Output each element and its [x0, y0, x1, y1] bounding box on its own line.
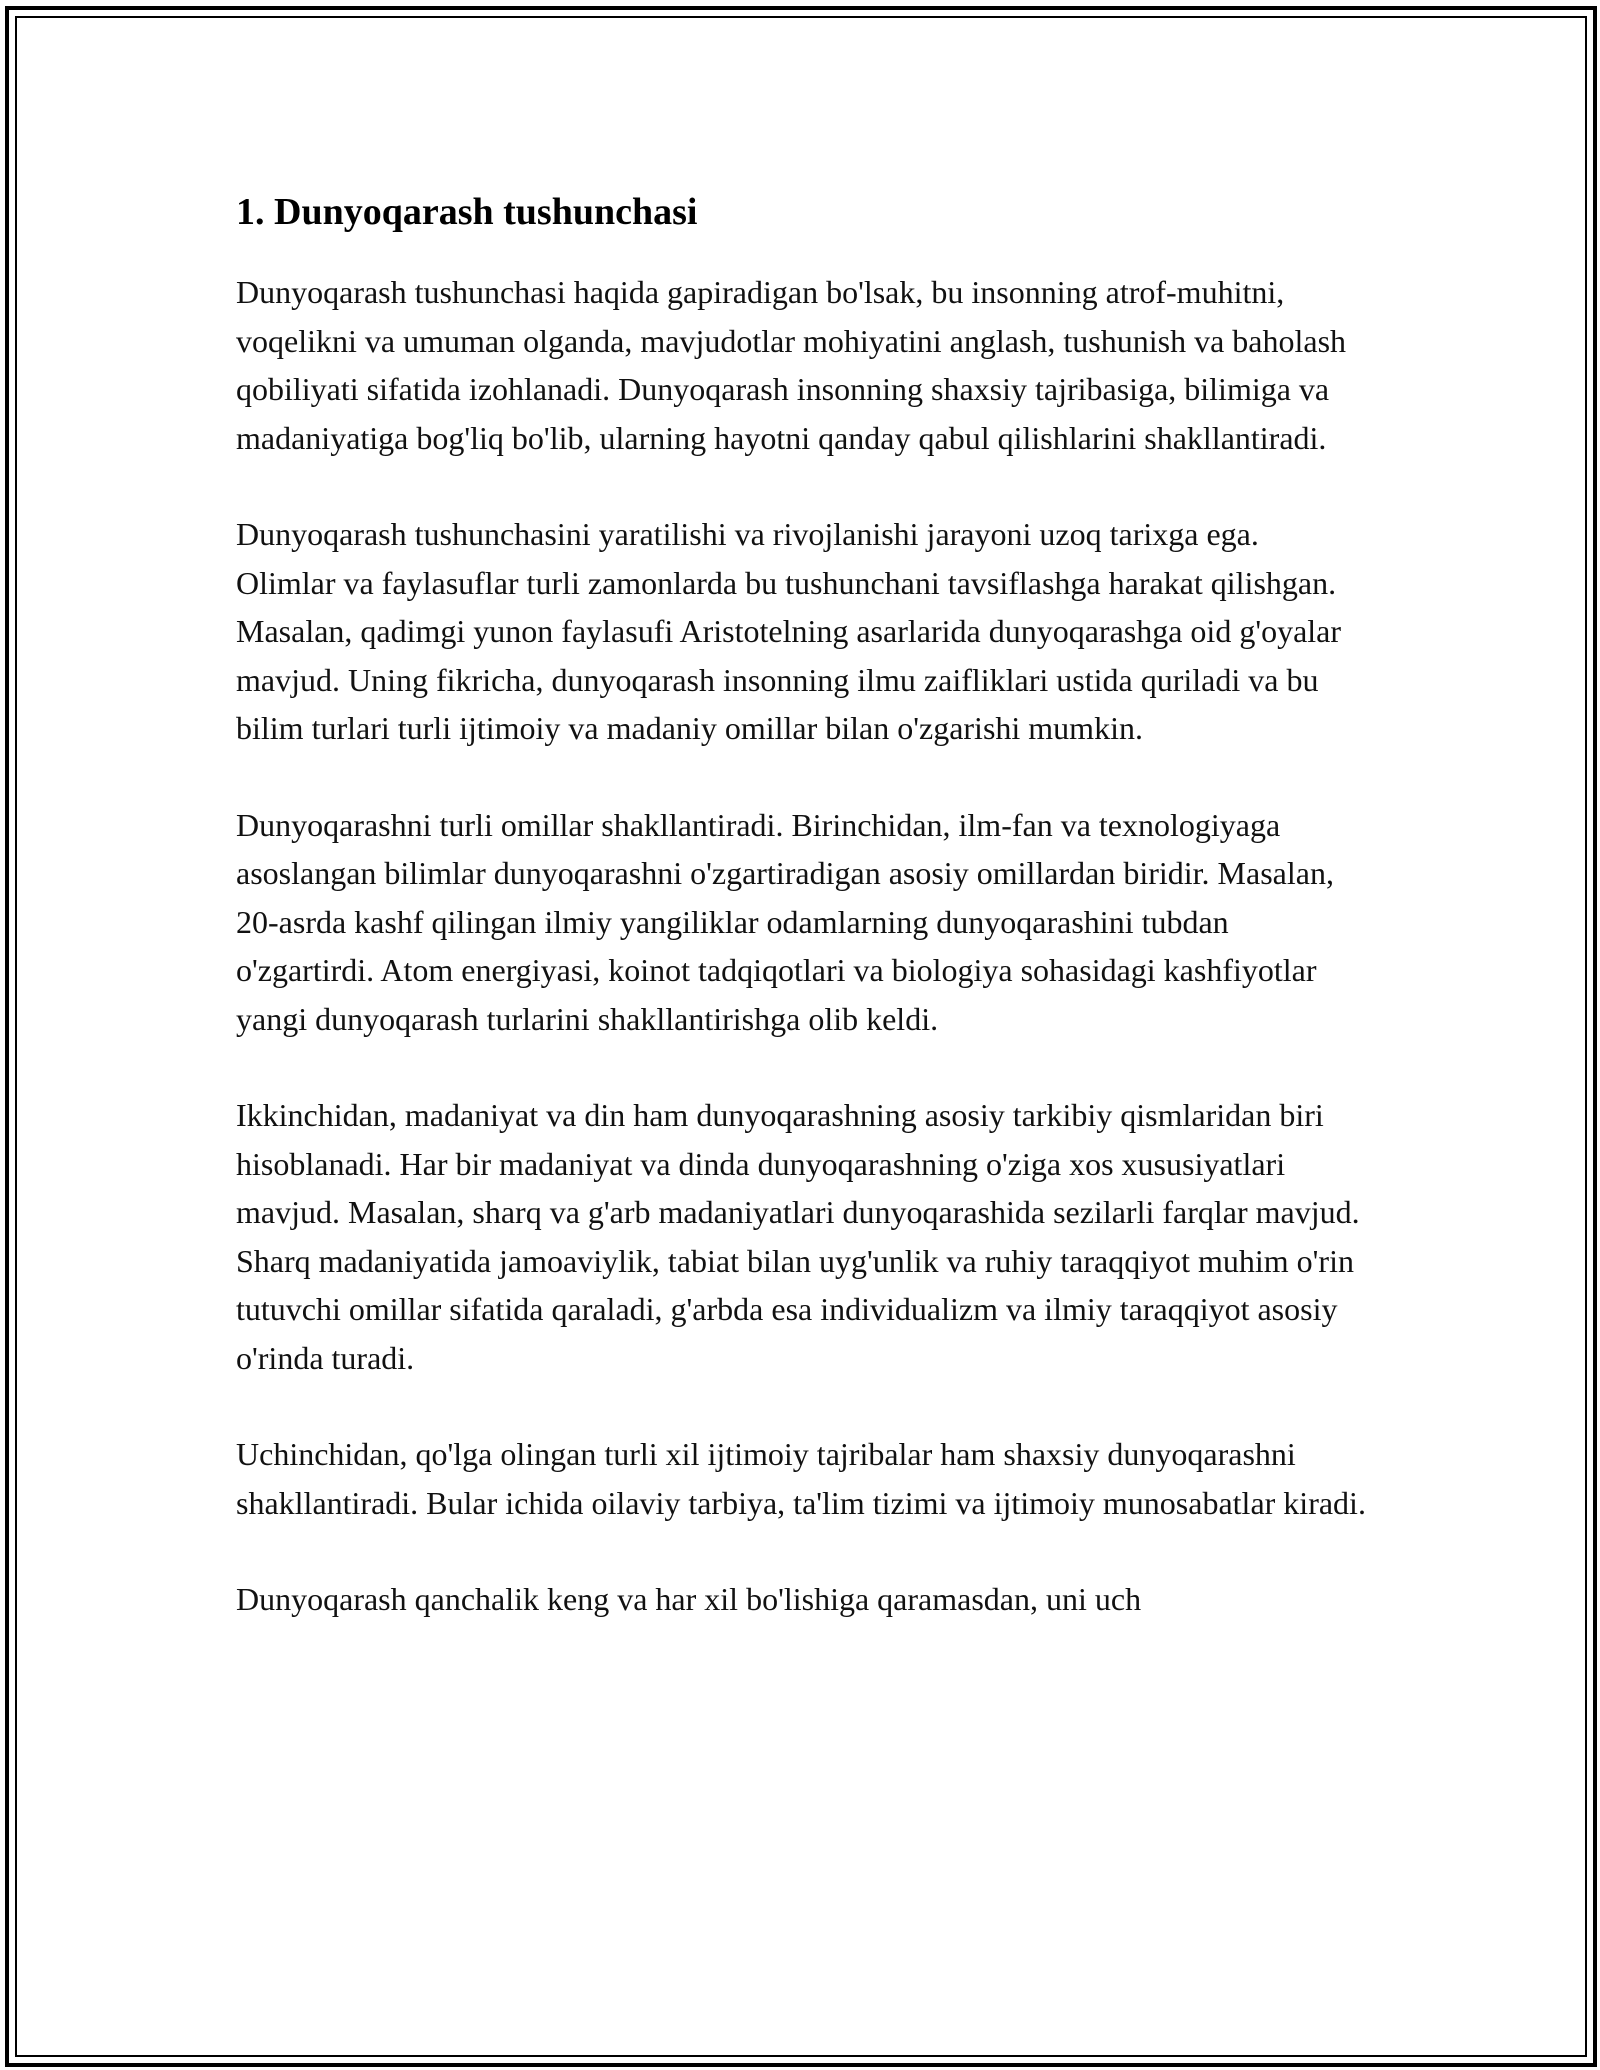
section-heading: 1. Dunyoqarash tushunchasi — [236, 191, 698, 233]
paragraph-6: Dunyoqarash qanchalik keng va har xil bo'lishiga qaramasdan, uni uch — [236, 1581, 1142, 1617]
paragraph-2: Dunyoqarash tushunchasini yaratilishi va rivojlanishi jarayoni uzoq tarixga ega. Olimlar va faylasuflar turli zamonlarda bu tushunchani tavsiflashga harakat qilishgan. Masalan, qadimgi yunon faylasufi Aristotelning asarlarida dunyoqarashga oid g'oyalar mavjud. Uning fikricha, dunyoqarash insonning ilmu zaifliklari ustida quriladi va bu bilim turlari turli ijtimoiy va madaniy omillar bilan o'zgarishi mumkin. — [236, 516, 1342, 746]
paragraph-1: Dunyoqarash tushunchasi haqida gapiradigan bo'lsak, bu insonning atrof-muhitni, voqelikni va umuman olganda, mavjudotlar mohiyatini anglash, tushunish va baholash qobiliyati sifatida izohlanadi. Dunyoqarash insonning shaxsiy tajribasiga, bilimiga va madaniyatiga bog'liq bo'lib, ularning hayotni qanday qabul qilishlarini shakllantiradi. — [236, 274, 1347, 456]
paragraph-3: Dunyoqarashni turli omillar shakllantiradi. Birinchidan, ilm-fan va texnologiyaga asoslangan bilimlar dunyoqarashni o'zgartiradigan asosiy omillardan biridir. Masalan, 20-asrda kashf qilingan ilmiy yangiliklar odamlarning dunyoqarashini tubdan o'zgartirdi. Atom energiyasi, koinot tadqiqotlari va biologiya sohasidagi kashfiyotlar yangi dunyoqarash turlarini shakllantirishga olib keldi. — [236, 806, 1334, 1037]
paragraph-4: Ikkinchidan, madaniyat va din ham dunyoqarashning asosiy tarkibiy qismlaridan biri hisoblanadi. Har bir madaniyat va dinda dunyoqarashning o'ziga xos xususiyatlari mavjud. Masalan, sharq va g'arb madaniyatlari dunyoqarashida sezilarli farqlar mavjud. Sharq madaniyatida jamoaviylik, tabiat bilan uyg'unlik va ruhiy taraqqiyot muhim o'rin tutuvchi omillar sifatida qaraladi, g'arbda esa individualizm va ilmiy taraqqiyot asosiy o'rinda turadi. — [236, 1097, 1360, 1376]
paragraph-5: Uchinchidan, qo'lga olingan turli xil ijtimoiy tajribalar ham shaxsiy dunyoqarashni shakllantiradi. Bular ichida oilaviy tarbiya, ta'lim tizimi va ijtimoiy munosabatlar kiradi. — [236, 1436, 1366, 1521]
document-body — [236, 186, 1366, 1672]
